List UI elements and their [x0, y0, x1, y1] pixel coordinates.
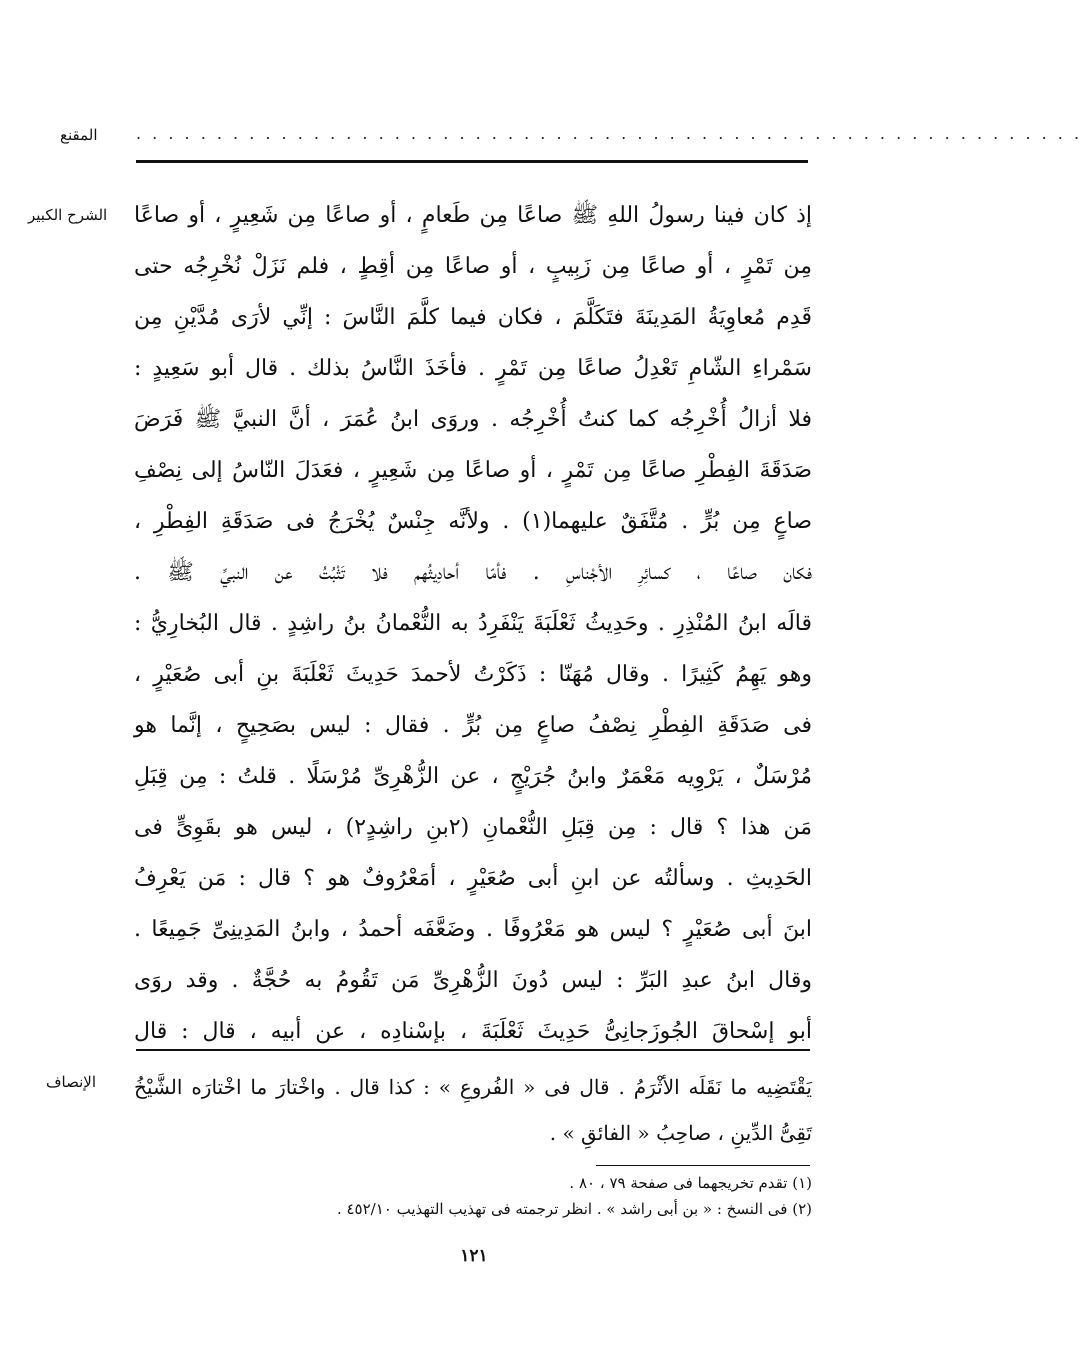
header-dotted-line: . . . . . . . . . . . . . . . . . . . . . . . . . . . . . . . . . . . . . . . . . . . . . . . . . . . . . . . . . . .	[136, 124, 1082, 143]
text-line: فلا أزالُ أُخْرِجُه كما كنتُ أُخْرِجُه . وروَى ابنُ عُمَرَ ، أنَّ النبيَّ ﷺ فَرَضَ	[134, 407, 812, 432]
text-line: الحَدِيثِ . وسألتُه عن ابنِ أبى صُعَيْرٍ ، أمَعْرُوفٌ هو ؟ قال : مَن يَعْرِفُ	[134, 866, 812, 891]
footnote: (٢) فى النسخ : « بن أبى راشد » . انظر ترجمته فى تهذيب التهذيب ٤٥٢/١٠ .	[336, 1200, 812, 1218]
text-line: مَن هذا ؟ قال : مِن قِبَلِ النُّعْمانِ (٢بنِ راشِدٍ٢) ، ليس هو بقَوِىٍّ فى	[134, 815, 812, 840]
text-line: مُرْسَلٌ ، يَرْوِيه مَعْمَرٌ وابنُ جُرَيْجٍ ، عن الزُّهْرِىِّ مُرْسَلًا . قلتُ : مِن قِبَلِ	[134, 764, 812, 789]
text-line: فى صَدَقَةِ الفِطْرِ نِصْفُ صاعٍ مِن بُرٍّ . فقال : ليس بصَحِيحٍ ، إنَّما هو	[134, 713, 812, 738]
header-rule	[136, 160, 808, 163]
text-line: أبو إسْحاقَ الجُوزَجانِىُّ حَدِيثَ ثَعْلَبَةَ ، بإسْنادِه ، عن أبيه ، قال : قال	[134, 1019, 812, 1044]
footnote: (١) تقدم تخريجهما فى صفحة ٧٩ ، ٨٠ .	[569, 1174, 812, 1192]
text-line: فكان صاعًا ، كسائِرِ الأجْناسِ . فأمّا أحادِيثُهم فلا تَثْبُتُ عن النبيِّ ﷺ .	[134, 560, 812, 585]
text-line: وهو يَهِمُ كَثِيرًا . وقال مُهَنّا : ذَكَرْتُ لأحمدَ حَدِيثَ ثَعْلَبَةَ بنِ أبى صُعَيْرٍ ،	[134, 662, 812, 687]
text-line: قَدِم مُعاوِيَةُ المَدِينَةَ فتَكَلَّمَ ، فكان فيما كلَّمَ النَّاسَ : إنِّي لأرَى مُدَّيْنِ مِن	[134, 305, 812, 330]
running-head: المقنع	[60, 126, 98, 144]
text-line: صاعٍ مِن بُرٍّ . مُتَّفَقٌ عليهما(١) . ولأنَّه جِنْسٌ يُخْرَجُ فى صَدَقَةِ الفِطْرِ ،	[134, 509, 813, 534]
text-line: مِن تَمْرٍ ، أو صاعًا مِن زَبِيبٍ ، أو صاعًا مِن أقِطٍ ، فلم نَزَلْ نُخْرِجُه حتى	[134, 254, 812, 279]
page-number: ١٢١	[460, 1246, 488, 1266]
text-line: سَمْراءِ الشّامِ تَعْدِلُ صاعًا مِن تَمْرٍ . فأخَذَ النَّاسُ بذلك . قال أبو سَعِيدٍ :	[134, 356, 812, 381]
text-line: صَدَقَةَ الفِطْرِ صاعًا مِن تَمْرٍ ، أو صاعًا مِن شَعِيرٍ ، فعَدَلَ النّاسُ إلى نِصْفِ	[134, 458, 812, 483]
text-line: ابنَ أبى صُعَيْرٍ ؟ ليس هو مَعْرُوفًا . وضَعَّفَه أحمدُ ، وابنُ المَدِينِىِّ جَمِيعًا .	[134, 917, 812, 942]
main-text-block	[134, 190, 812, 1057]
section-rule	[136, 1049, 810, 1051]
text-line: إذ كان فينا رسولُ اللهِ ﷺ صاعًا مِن طَعامٍ ، أو صاعًا مِن شَعِيرٍ ، أو صاعًا	[134, 203, 812, 228]
insaf-line: يَقْتَضِيه ما نَقَلَه الأثْرَمُ . قال فى « الفُروعِ » : كذا قال . واخْتارَ ما اخْتارَه الشَّيْخُ	[134, 1075, 812, 1099]
insaf-text-block	[134, 1064, 812, 1156]
footnote-rule	[596, 1165, 810, 1166]
insaf-line: تَقِىُّ الدِّينِ ، صاحِبُ « الفائقِ » .	[549, 1121, 812, 1145]
margin-label-insaf: الإنصاف	[46, 1073, 97, 1091]
text-line: قالَه ابنُ المُنْذِرِ . وحَدِيثُ ثَعْلَبَةَ يَنْفَرِدُ به النُّعْمانُ بنُ راشِدٍ . قال البُخارِيُّ :	[134, 611, 812, 636]
footnotes-block	[200, 1170, 812, 1222]
margin-label-sharh: الشرح الكبير	[28, 206, 108, 224]
text-line: وقال ابنُ عبدِ البَرِّ : ليس دُونَ الزُّهْرِىِّ مَن تَقُومُ به حُجَّةٌ . وقد روَى	[134, 968, 812, 993]
